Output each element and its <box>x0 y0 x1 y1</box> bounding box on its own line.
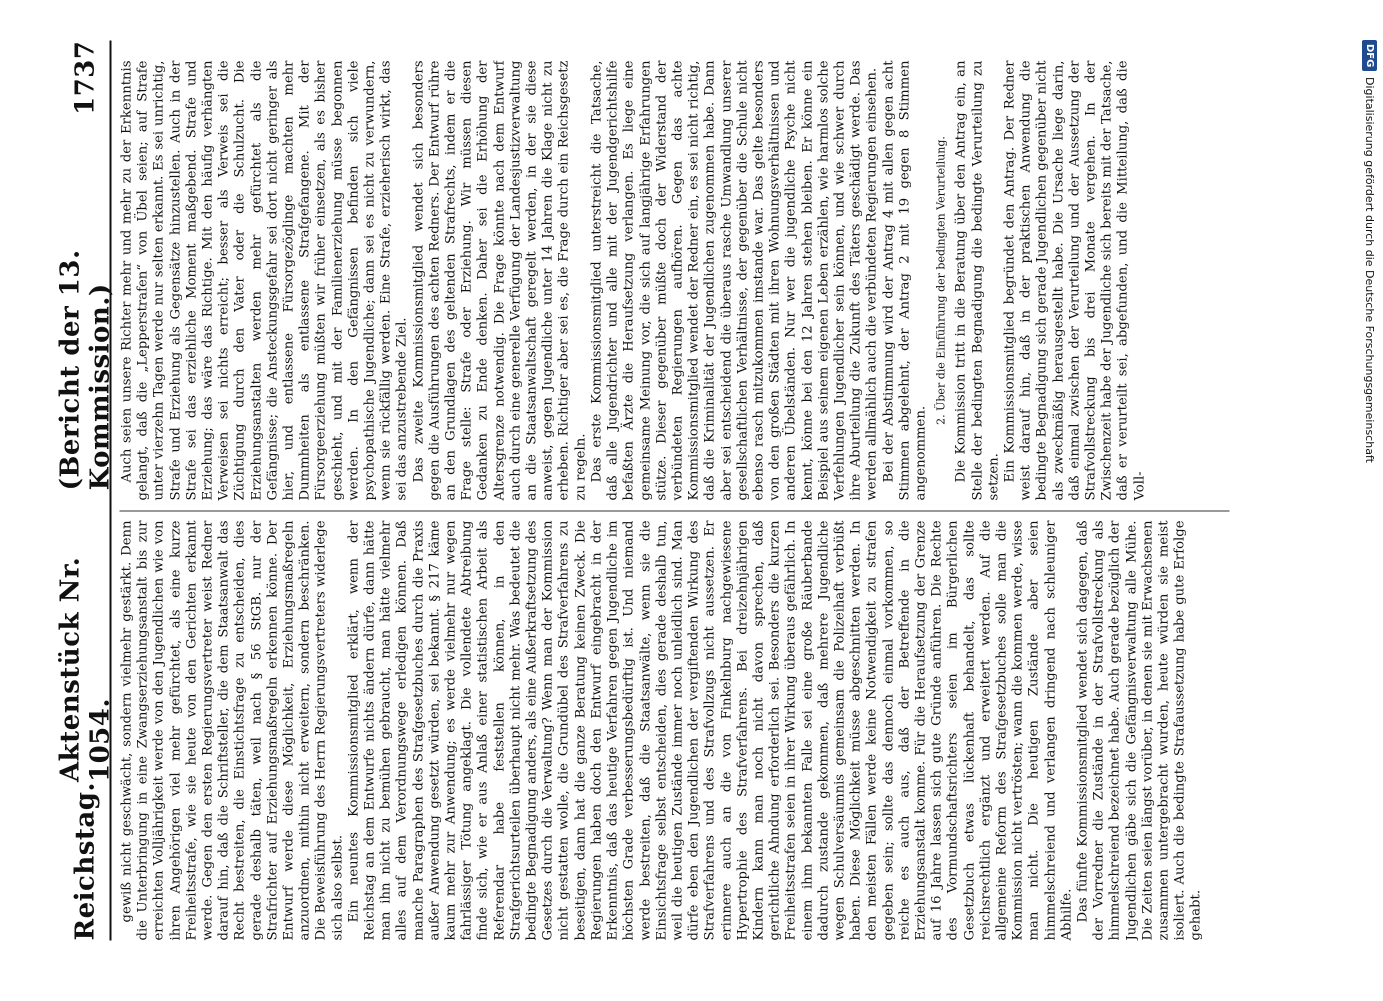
paragraph: Ein neuntes Kommissionsmitglied erklärt, wenn der Reichstag an dem Entwurfe nichts ändern dürfe, dann hätte man ihn nicht zu bemühen gebraucht, man hätte vielmehr alles auf dem Verordnungswege erledigen können. Daß manche Paragraphen des Strafgesetzbuches durch die Praxis außer Anwendung gesetzt würden, sei bekannt. § 217 käme kaum mehr zur Anwendung; es werde vielmehr nur wegen fahrlässiger Tötung angeklagt. Die vollendete Abtreibung finde sich, wie er aus Anlaß einer statistischen Arbeit als Referendar habe feststellen können, in den Strafgerichtsurteilen überhaupt nicht mehr. Was bedeutet die bedingte Begnadigung anders, als eine Außerkraftsetzung des Gesetzes durch die Verwaltung? Wenn man der Kommission nicht gestatten wolle, die Grundübel des Strafverfahrens zu beseitigen, dann hat die ganze Beratung keinen Zweck. Die Regierungen haben doch den Entwurf eingebracht in der Erkenntnis, daß das heutige Verfahren gegen Jugendliche im höchsten Grade verbesserungsbedürftig ist. Und niemand werde bestreiten, daß die Staatsanwälte, wenn sie die Einsichtsfrage selbst entscheiden, dies gerade deshalb tun, weil die heutigen Zustände immer noch unleidlich sind. Man dürfe eben den Jugendlichen der vergiftenden Wirkung des Strafverfahrens und des Strafvollzugs nicht aussetzen. Er erinnere auch an die von Finkelnburg nachgewiesene Hypertrophie des Strafverfahrens. Bei dreizehnjährigen Kindern kann man noch nicht davon sprechen, daß gerichtliche Ahndung erforderlich sei. Besonders die kurzen Freiheitsstrafen seien in ihrer Wirkung überaus gefährlich. In einem ihm bekannten Falle sei eine große Räuberbande dadurch zustande gekommen, daß mehrere Jugendliche wegen Schulversäumnis gemeinsam die Polizeihaft verbüßt haben. Diese Möglichkeit müsse abgeschnitten werden. In den meisten Fällen werde keine Notwendigkeit zu strafen gegeben sein; sollte das dennoch einmal vorkommen, so reiche es auch aus, daß der Betreffende in die Erziehungsanstalt komme. Für die Heraufsetzung der Grenze auf 16 Jahre lassen sich gute Gründe anführen. Die Rechte des Vormundschaftsrichters seien im Bürgerlichen Gesetzbuch etwas lückenhaft behandelt, das sollte reichsrechtlich ergänzt und erweitert werden. Auf die allgemeine Reform des Strafgesetzbuches solle man die Kommission nicht vertrösten; wann die kommen werde, wisse man nicht. Die heutigen Zustände aber seien himmelschreiend und verlangen dringend nach schleuniger Abhilfe. <box>346 520 1075 941</box>
section-subheading: 2. Über die Einführung der bedingten Verurteilung. <box>934 136 948 425</box>
paragraph: Das erste Kommissionsmitglied unterstreicht die Tatsache, daß alle Jugendrichter und alle mit der Jugendgerichtshilfe befaßten Ärzte die Heraufsetzung verlangen. Es liege eine gemeinsame Meinung vor, die sich auf langjährige Erfahrungen stütze. Dieser gegenüber müßte doch der Widerstand der verbündeten Regierungen aufhören. Gegen das achte Kommissionsmitglied wendet der Redner ein, es sei nicht richtig, daß die Kriminalität der Jugendlichen zugenommen habe. Dann aber sei entscheidend die überaus rasche Umwandlung unserer gesellschaftlichen Verhältnisse, der gegenüber die Schule nicht ebenso rasch mitzukommen imstande war. Das gelte besonders von den großen Städten mit ihren Wohnungsverhältnissen und anderen Übelständen. Nur wer die jugendliche Psyche nicht kennt, könne bei den 12 Jahren stehen bleiben. Er könne ein Beispiel aus seinem eigenen Leben erzählen, wie harmlos solche Verfehlungen Jugendlicher sein können, und wie schwer durch ihre Aburteilung die Zukunft des Täters geschädigt werde. Das werden allmählich auch die verbündeten Regierungen einsehen. <box>589 60 880 501</box>
header-report-title: (Bericht der 13. Kommission.) <box>55 249 116 491</box>
dfg-logo: DFG <box>1362 40 1377 71</box>
paragraph: Bei der Abstimmung wird der Antrag 4 mit allen gegen acht Stimmen abgelehnt, der Antrag 2 mit 19 gegen 8 Stimmen angenommen. <box>881 60 929 501</box>
header-rule <box>110 41 112 941</box>
document-page <box>0 1 1383 1001</box>
credit-text: Digitalisierung gefördert durch die Deutsche Forschungsgemeinschaft <box>1363 77 1376 464</box>
page-header <box>55 40 116 941</box>
paragraph: Das zweite Kommissionsmitglied wendet sich besonders gegen die Ausführungen des achten Redners. Der Entwurf rühre an den Grundlagen des geltenden Strafrechts, indem er die Frage stelle: Strafe oder Erziehung. Wir müssen diesen Gedanken zu Ende denken. Daher sei die Erhöhung der Altersgrenze notwendig. Die Frage könnte nach dem Entwurf auch durch eine generelle Verfügung der Landesjustizverwaltung an die Staatsanwaltschaft geregelt werden, in der sie diese anweist, gegen Jugendliche unter 14 Jahren die Klage nicht zu erheben. Richtiger aber sei es, die Frage durch ein Reichsgesetz zu regeln. <box>411 60 589 501</box>
paragraph: gewiß nicht geschwächt, sondern vielmehr gestärkt. Denn die Unterbringung in eine Zwangserziehungsanstalt bis zur erreichten Volljährigkeit werde von den Jugendlichen wie von ihren Angehörigen viel mehr gefürchtet, als eine kurze Freiheitsstrafe, wie sie heute von den Gerichten erkannt werde. Gegen den ersten Regierungsvertreter weist Redner darauf hin, daß die Schriftsteller, die dem Staatsanwalt das Recht bestreiten, die Einstichtsfrage zu entscheiden, dies gerade deshalb täten, weil nach § 56 StGB. nur der Strafrichter auf Erziehungsmaßregeln erkennen könne. Der Entwurf werde diese Möglichkeit, Erziehungsmaßregeln anzuordnen, mithin nicht erweitern, sondern beschränken. Die Beweisführung des Herrn Regierungsvertreters widerlege sich also selbst. <box>119 520 346 941</box>
right-column <box>120 61 1250 501</box>
paragraph: Das fünfte Kommissionsmitglied wendet sich dagegen, daß der Vorredner die Zustände in der Strafvollstreckung als himmelschreiend bezeichnet habe. Auch gerade bezüglich der Jugendlichen gäbe sich die Gefängnisverwaltung alle Mühe. Die Zeiten seien längst vorüber, in denen sie mit Erwachsenen zusammen untergebracht wurden, heute würden sie meist isoliert. Auch die bedingte Strafaussetzung habe gute Erfolge gehabt. <box>1075 520 1204 941</box>
paragraph: Ein Kommissionsmitglied begründet den Antrag. Der Redner weist darauf hin, daß in der praktischen Anwendung die bedingte Begnadigung sich gerade Jugendlichen gegenüber nicht als zweckmäßig herausgestellt habe. Die Ursache liege darin, daß einmal zwischen der Verurteilung und der Aussetzung der Strafvollstreckung bis drei Monate vergehen. In der Zwischenzeit habe der Jugendliche sich bereits mit der Tatsache, daß er verurteilt sei, abgefunden, und die Mitteilung, daß die Voll- <box>1002 60 1148 501</box>
left-column <box>120 521 1250 941</box>
paragraph: Auch seien unsere Richter mehr und mehr zu der Erkenntnis gelangt, daß die „Lepperstrafen“ von Übel seien; auf Strafe unter vierzehn Tagen werde nur selten erkannt. Es sei unrichtig, Strafe und Erziehung als Gegensätze hinzustellen. Auch in der Strafe sei das erziehliche Moment maßgebend. Strafe und Erziehung; das wäre das Richtige. Mit den häufig verhängten Verweisen sei nichts erreicht; besser als Verweis sei die Züchtigung durch den Vater oder die Schulzucht. Die Erziehungsanstalten werden mehr gefürchtet als die Gefängnisse; die Ansteckungsgefahr sei dort nicht geringer als hier, und entlassene Fürsorgezöglinge machten mehr Dummheiten als entlassene Strafgefangene. Mit der Fürsorgeerziehung müßten wir früher einsetzen, als es bisher geschieht, und mit der Familienerziehung müsse begonnen werden. In den Gefängnissen befinden sich viele psychopathische Jugendliche; dann sei es nicht zu verwundern, wenn sie rückfällig werden. Eine Strafe, erzieherisch wirkt, das sei das anzustrebende Ziel. <box>119 60 410 501</box>
digitization-credit <box>1362 40 1377 463</box>
column-divider <box>120 511 1230 512</box>
header-center <box>56 115 116 782</box>
paragraph: Die Kommission tritt in die Beratung über den Antrag ein, an Stelle der bedingten Begnadigung die bedingte Verurteilung zu setzen. <box>953 60 1002 501</box>
header-left: Reichstag. <box>70 782 101 941</box>
header-document-number: Aktenstück Nr. 1054. <box>55 556 116 782</box>
page-number: 1737 <box>70 40 101 115</box>
